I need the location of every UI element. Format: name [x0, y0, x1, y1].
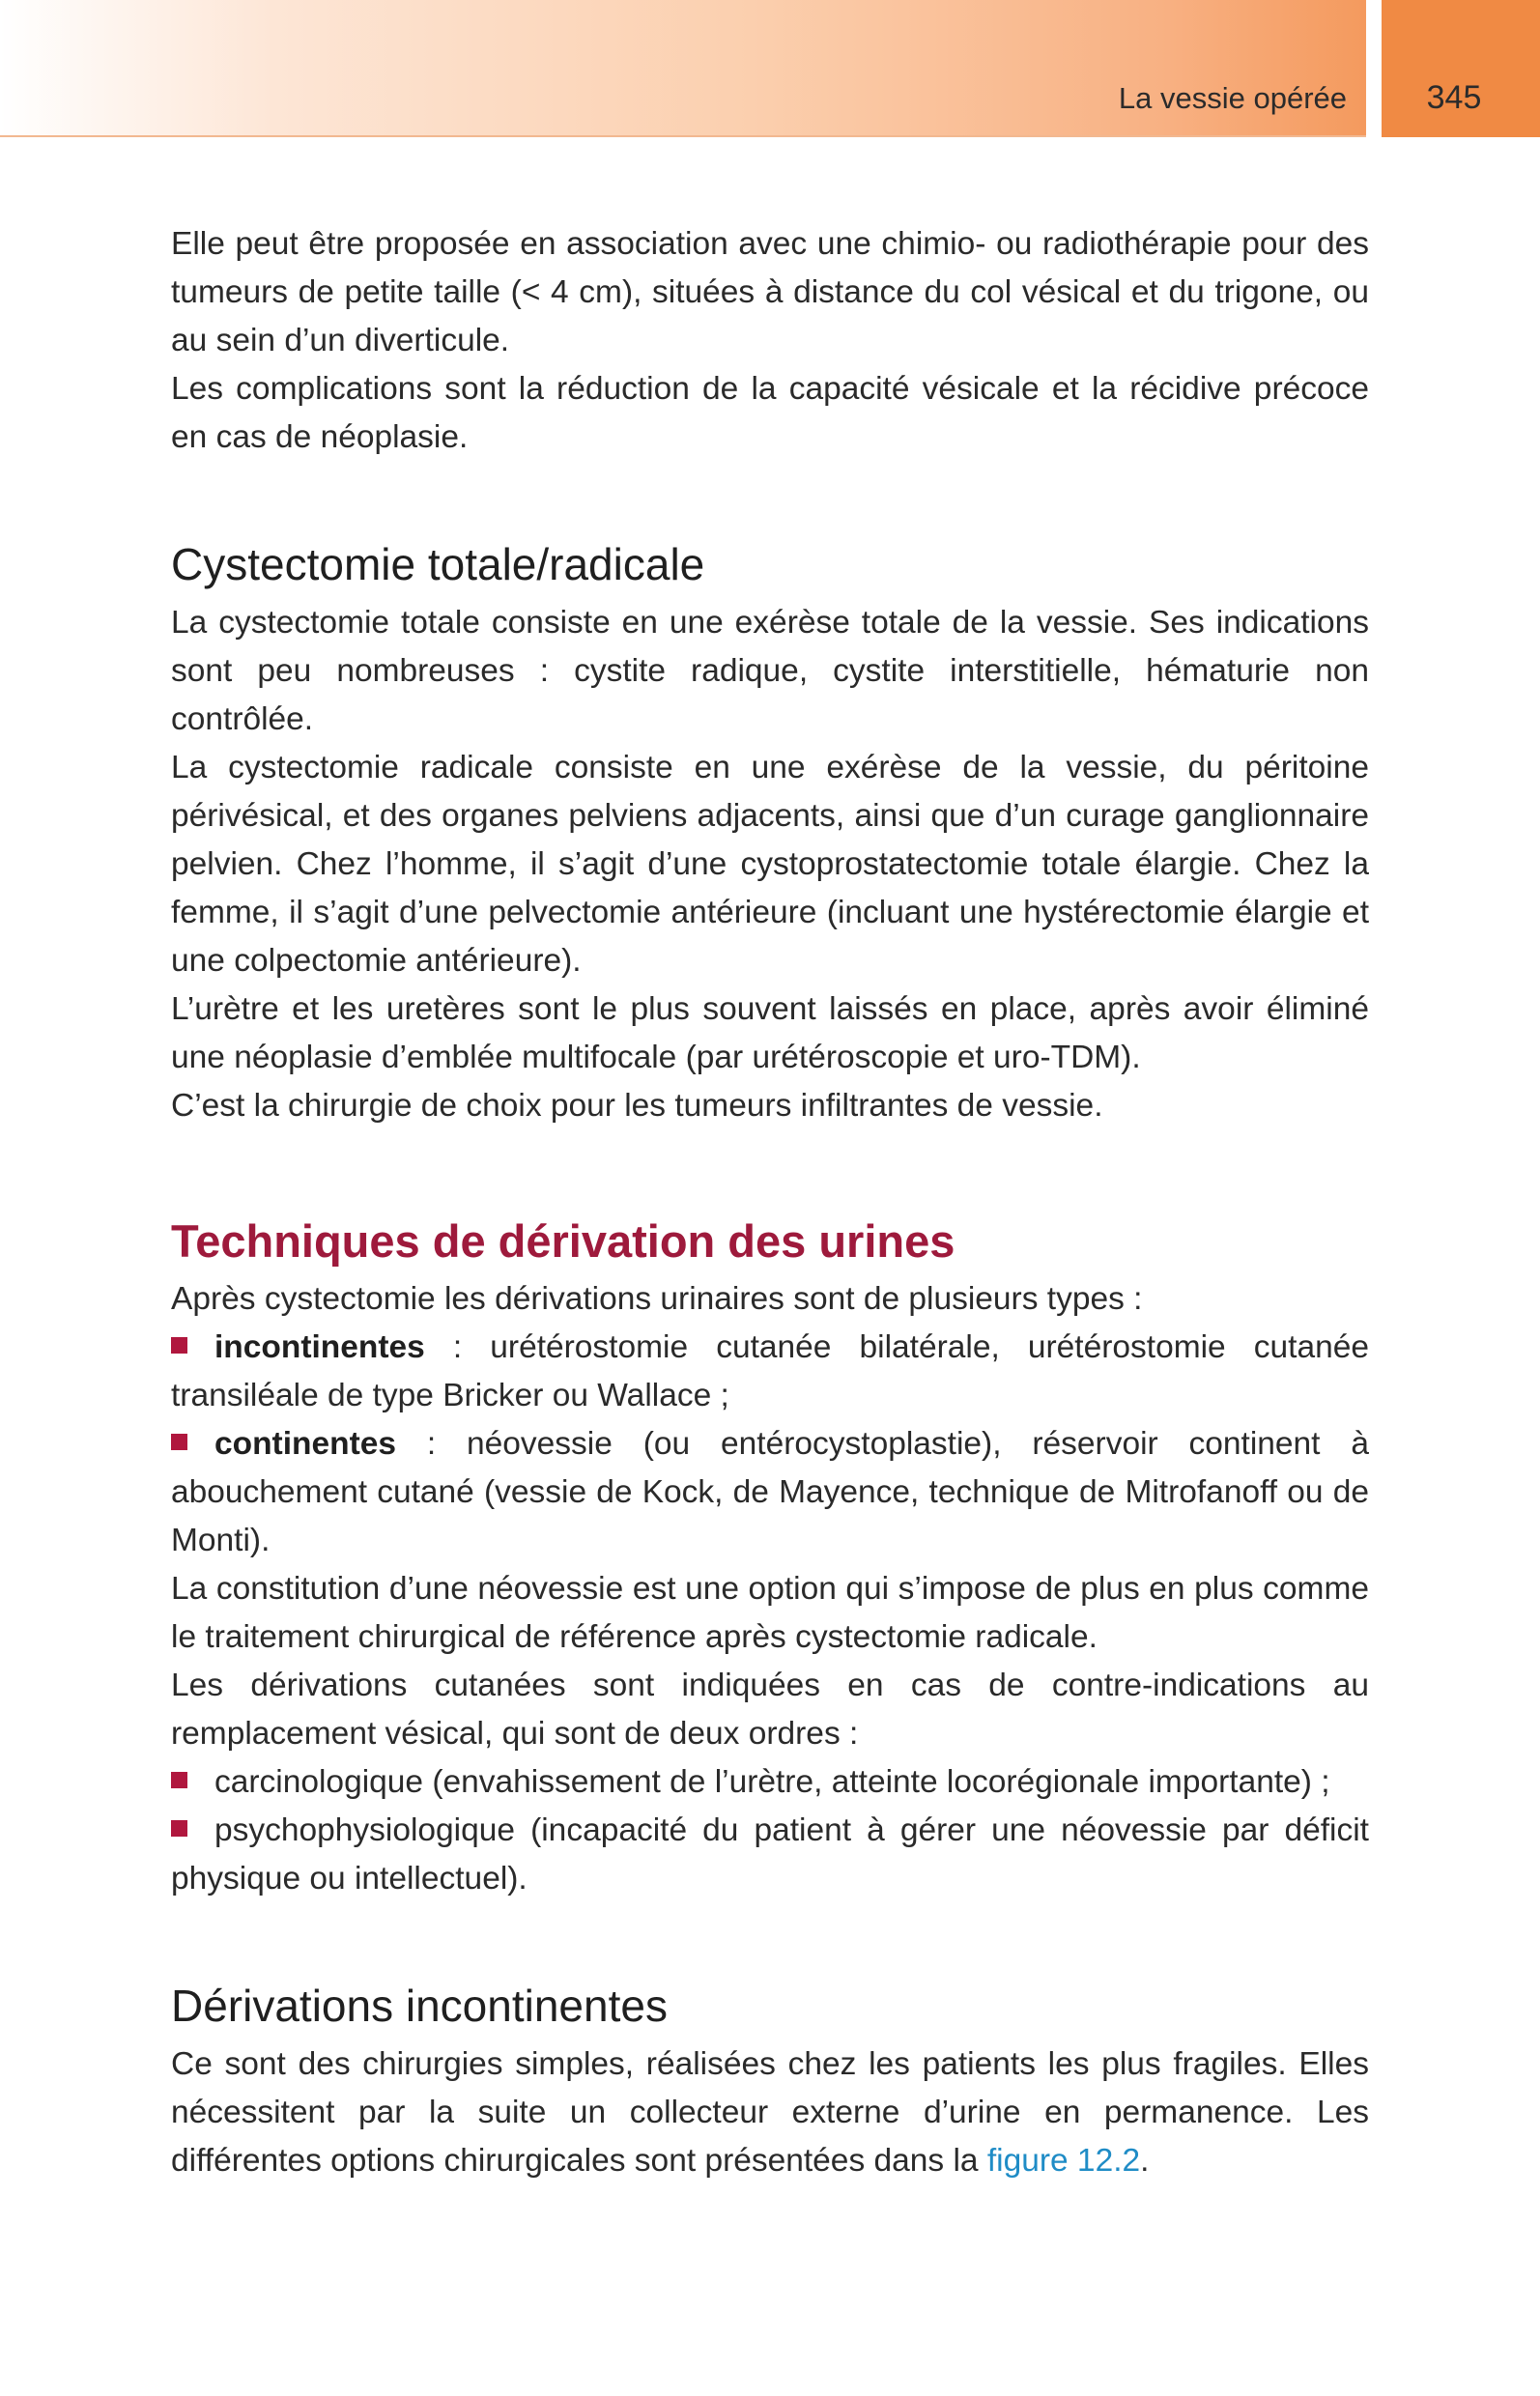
- cystectomie-paragraph-4: C’est la chirurgie de choix pour les tumeurs infiltrantes de vessie.: [171, 1088, 1103, 1124]
- figure-link[interactable]: figure 12.2: [986, 2143, 1141, 2179]
- incontinentes-heading: Dérivations incontinentes: [171, 1981, 668, 2031]
- page-content: [171, 220, 1369, 2185]
- cystectomie-heading: Cystectomie totale/radicale: [171, 539, 705, 589]
- bullet-continentes-text: : néovessie (ou entérocystoplastie), réservoir continent à abouchement cutané (vessie de Kock, de Mayence, technique de Mitrofanoff ou de Monti).: [171, 1426, 1369, 1558]
- header-divider: [0, 135, 1366, 137]
- intro-paragraph-1: Elle peut être proposée en association avec une chimio- ou radiothérapie pour des tumeurs de petite taille (< 4 cm), situées à distance du col vésical et du trigone, ou au sein d’un diverticule.: [171, 226, 1369, 358]
- techniques-heading: Techniques de dérivation des urines: [171, 1215, 955, 1267]
- techniques-paragraph-3: Les dérivations cutanées sont indiquées en cas de contre-indications au remplacement vésical, qui sont de deux ordres :: [171, 1668, 1369, 1752]
- bullet-psychophysiologique-text: psychophysiologique (incapacité du patient à gérer une néovessie par déficit physique ou intellectuel).: [171, 1812, 1369, 1897]
- incontinentes-end: .: [1140, 2143, 1150, 2179]
- incontinentes-text: Ce sont des chirurgies simples, réalisées chez les patients les plus fragiles. Elles nécessitent par la suite un collecteur externe d’urine en permanence. Les différentes options chirurgicales sont présentées dans la: [171, 2046, 1369, 2179]
- cystectomie-paragraph-2: La cystectomie radicale consiste en une exérèse de la vessie, du péritoine périvésical, et des organes pelviens adjacents, ainsi que d’un curage ganglionnaire pelvien. Chez l’homme, il s’agit d’une cystoprostatectomie totale élargie. Chez la femme, il s’agit d’une pelvectomie antérieure (incluant une hystérectomie élargie et une colpectomie antérieure).: [171, 750, 1369, 979]
- bullet-incontinentes-bold: incontinentes: [214, 1329, 425, 1365]
- bullet-square-icon: [171, 1434, 187, 1450]
- cystectomie-paragraph-3: L’urètre et les uretères sont le plus souvent laissés en place, après avoir éliminé une néoplasie d’emblée multifocale (par urétéroscopie et uro-TDM).: [171, 991, 1369, 1075]
- techniques-paragraph-2: La constitution d’une néovessie est une option qui s’impose de plus en plus comme le traitement chirurgical de référence après cystectomie radicale.: [171, 1571, 1369, 1655]
- bullet-incontinentes-text: : urétérostomie cutanée bilatérale, urétérostomie cutanée transiléale de type Bricker ou Wallace ;: [171, 1329, 1369, 1413]
- running-title: La vessie opérée: [1118, 81, 1347, 115]
- bullet-carcinologique-text: carcinologique (envahissement de l’urètre, atteinte locorégionale importante) ;: [214, 1764, 1330, 1800]
- bullet-incontinentes: [171, 1324, 1369, 1420]
- page-number: 345: [1426, 79, 1482, 116]
- bullet-square-icon: [171, 1337, 187, 1354]
- bullet-continentes-bold: continentes: [214, 1426, 396, 1462]
- techniques-intro: Après cystectomie les dérivations urinaires sont de plusieurs types :: [171, 1281, 1143, 1317]
- intro-paragraph-2: Les complications sont la réduction de la capacité vésicale et la récidive précoce en cas de néoplasie.: [171, 371, 1369, 455]
- bullet-psychophysiologique: [171, 1807, 1369, 1903]
- bullet-square-icon: [171, 1772, 187, 1788]
- cystectomie-paragraph-1: La cystectomie totale consiste en une exérèse totale de la vessie. Ses indications sont peu nombreuses : cystite radique, cystite interstitielle, hématurie non contrôlée.: [171, 605, 1369, 737]
- bullet-carcinologique: [171, 1758, 1369, 1807]
- incontinentes-paragraph: [171, 2040, 1369, 2185]
- bullet-continentes: [171, 1420, 1369, 1565]
- bullet-square-icon: [171, 1820, 187, 1837]
